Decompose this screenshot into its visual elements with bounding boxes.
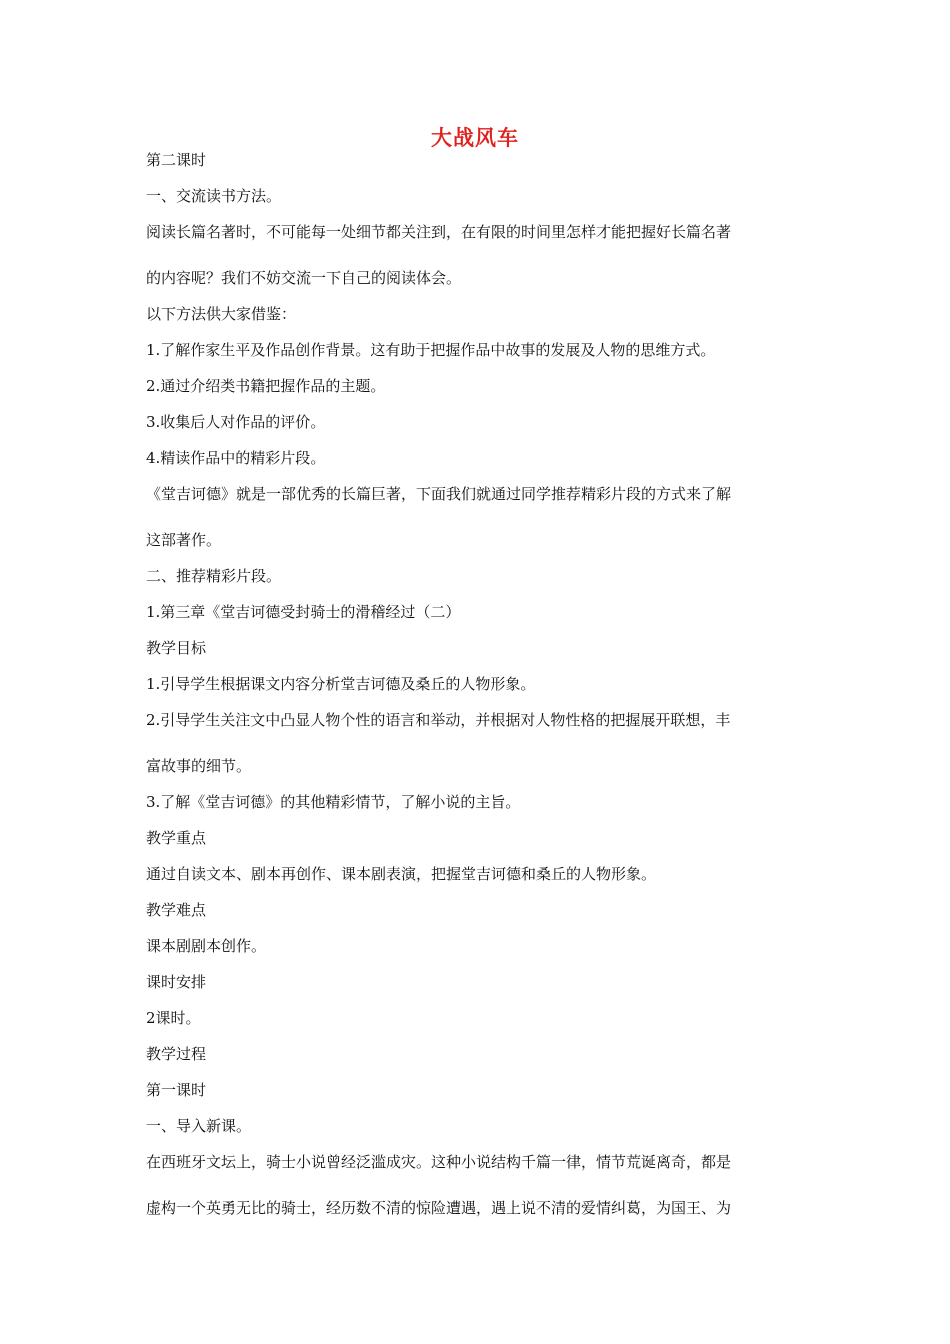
text-line: 教学目标 — [146, 639, 207, 657]
text-line: 一、交流读书方法。 — [146, 187, 282, 205]
text-line: 教学过程 — [146, 1045, 207, 1063]
text-line: 1.引导学生根据课文内容分析堂吉诃德及桑丘的人物形象。 — [146, 675, 536, 693]
text-line: 3.了解《堂吉诃德》的其他精彩情节，了解小说的主旨。 — [146, 793, 521, 811]
text-line: 教学难点 — [146, 901, 207, 919]
text-line: 课时安排 — [146, 973, 207, 991]
text-line: 阅读长篇名著时，不可能每一处细节都关注到，在有限的时间里怎样才能把握好长篇名著 — [146, 223, 732, 241]
text-line: 2.引导学生关注文中凸显人物个性的语言和举动，并根据对人物性格的把握展开联想，丰 — [146, 711, 731, 729]
text-line: 虚构一个英勇无比的骑士，经历数不清的惊险遭遇，遇上说不清的爱情纠葛，为国王、为 — [146, 1199, 732, 1217]
text-line: 2课时。 — [146, 1009, 201, 1027]
text-line: 的内容呢？我们不妨交流一下自己的阅读体会。 — [146, 269, 462, 287]
text-line: 通过自读文本、剧本再创作、课本剧表演，把握堂吉诃德和桑丘的人物形象。 — [146, 865, 657, 883]
text-line: 1.了解作家生平及作品创作背景。这有助于把握作品中故事的发展及人物的思维方式。 — [146, 341, 716, 359]
text-line: 1.第三章《堂吉诃德受封骑士的滑稽经过（二） — [146, 603, 461, 621]
text-line: 一、导入新课。 — [146, 1117, 252, 1135]
text-line: 教学重点 — [146, 829, 207, 847]
text-line: 富故事的细节。 — [146, 757, 252, 775]
text-line: 2.通过介绍类书籍把握作品的主题。 — [146, 377, 386, 395]
text-line: 在西班牙文坛上，骑士小说曾经泛滥成灾。这种小说结构千篇一律，情节荒诞离奇，都是 — [146, 1153, 732, 1171]
text-line: 第一课时 — [146, 1081, 207, 1099]
text-line: 以下方法供大家借鉴： — [146, 305, 297, 323]
document-title: 大战风车 — [431, 126, 519, 150]
text-line: 4.精读作品中的精彩片段。 — [146, 449, 326, 467]
text-line: 3.收集后人对作品的评价。 — [146, 413, 326, 431]
text-line: 这部著作。 — [146, 531, 222, 549]
text-line: 《堂吉诃德》就是一部优秀的长篇巨著，下面我们就通过同学推荐精彩片段的方式来了解 — [146, 485, 732, 503]
text-line: 二、推荐精彩片段。 — [146, 567, 282, 585]
text-line: 第二课时 — [146, 151, 207, 169]
text-line: 课本剧剧本创作。 — [146, 937, 267, 955]
document-body — [146, 150, 806, 1218]
